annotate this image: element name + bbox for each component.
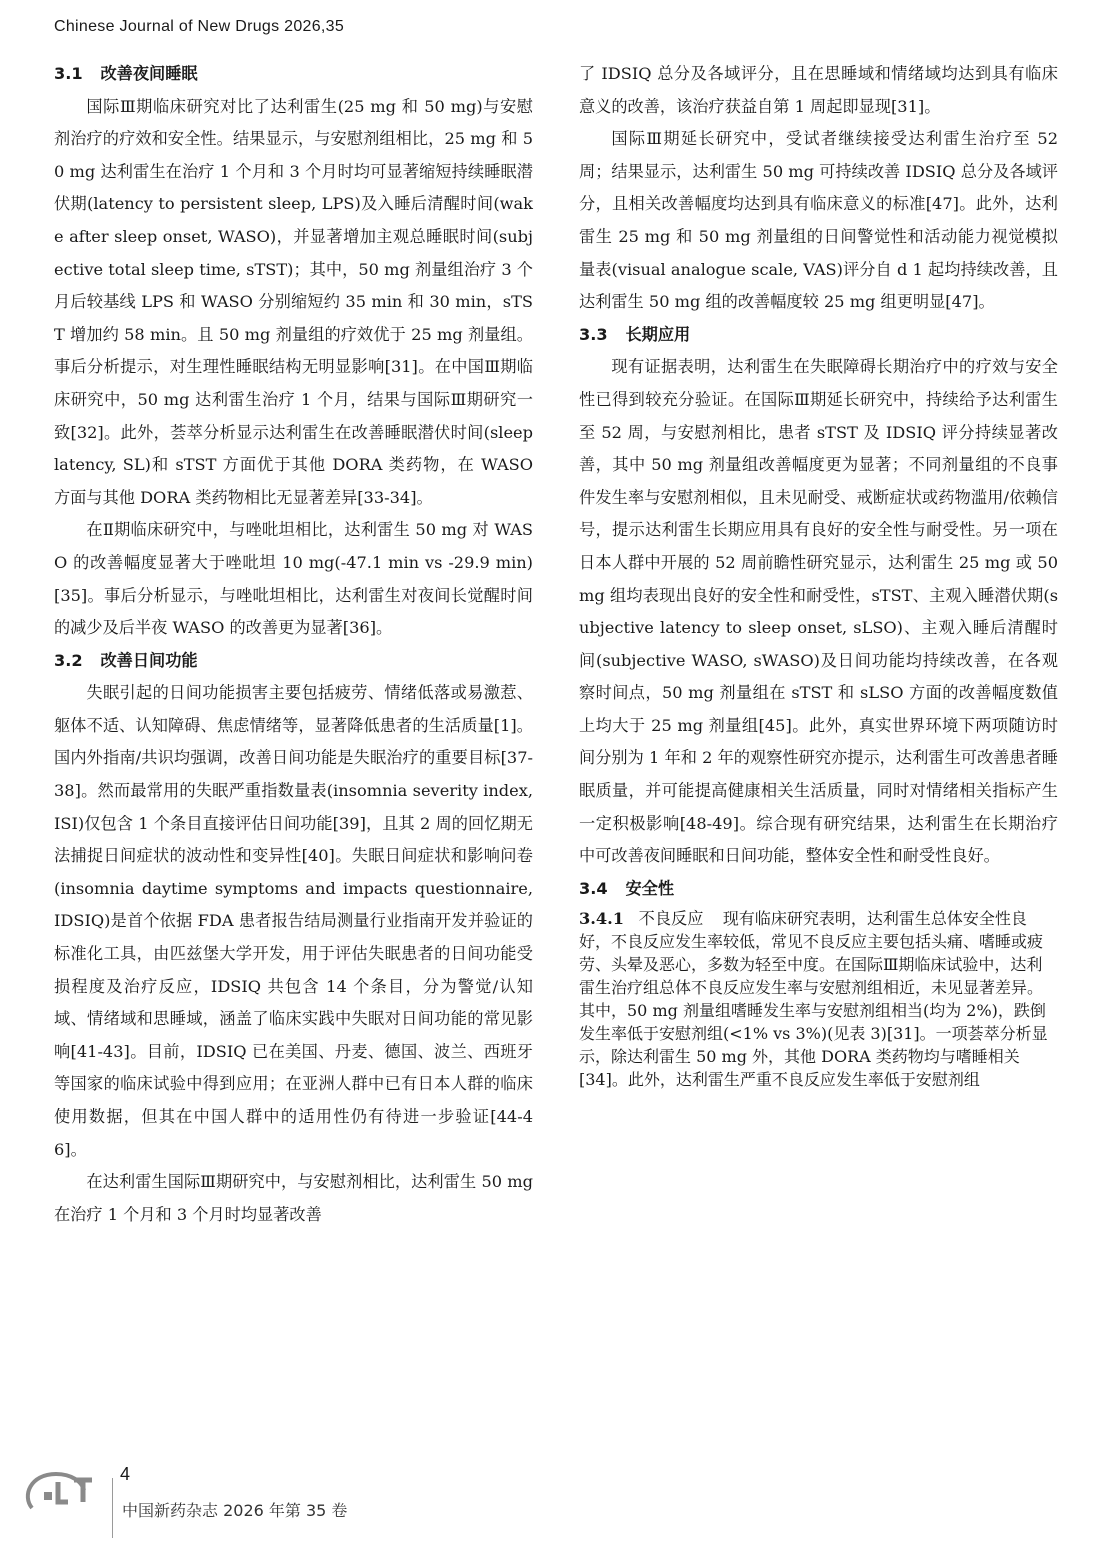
paragraph: 国际Ⅲ期延长研究中，受试者继续接受达利雷生治疗至 52 周；结果显示，达利雷生 50 mg 可持续改善 IDSIQ 总分及各域评分，且相关改善幅度均达到具有临床意义的标准[47]。此外，达利雷生 25 mg 和 50 mg 剂量组的日间警觉性和活动能力视觉模拟量表(visual analogue scale, VAS)评分自 d 1 起均持续改善，且达利雷生 50 mg 组的改善幅度较 25 mg 组更明显[47]。	[579, 129, 1058, 312]
section-heading	[54, 58, 533, 91]
paragraph: 在达利雷生国际Ⅲ期研究中，与安慰剂相比，达利雷生 50 mg 在治疗 1 个月和 3 个月时均显著改善	[54, 1172, 533, 1224]
section-title: 长期应用	[625, 324, 691, 344]
paragraph: 现有证据表明，达利雷生在失眠障碍长期治疗中的疗效与安全性已得到较充分验证。在国际Ⅲ期延长研究中，持续给予达利雷生至 52 周，与安慰剂相比，患者 sTST 及 IDSIQ 评分持续显著改善，其中 50 mg 剂量组改善幅度更为显著；不同剂量组的不良事件发生率与安慰剂相似，且未见耐受、戒断症状或药物滥用/依赖信号，提示达利雷生长期应用具有良好的安全性与耐受性。另一项在日本人群中开展的 52 周前瞻性研究显示，达利雷生 25 mg 或 50 mg 组均表现出良好的安全性和耐受性，sTST、主观入睡潜伏期(subjective latency to sleep onset, sLSO)、主观入睡后清醒时间(subjective WASO, sWASO)及日间功能均持续改善，在各观察时间点，50 mg 剂量组在 sTST 和 sLSO 方面的改善幅度数值上均大于 25 mg 剂量组[45]。此外，真实世界环境下两项随访时间分别为 1 年和 2 年的观察性研究亦提示，达利雷生可改善患者睡眠质量，并可能提高健康相关生活质量，同时对情绪相关指标产生一定积极影响[48-49]。综合现有研究结果，达利雷生在长期治疗中可改善夜间睡眠和日间功能，整体安全性和耐受性良好。	[579, 357, 1058, 866]
section-number: 3.4	[579, 878, 608, 898]
page-number: 4	[120, 1464, 131, 1484]
footer-divider	[112, 1478, 113, 1538]
left-column	[54, 58, 533, 1231]
section-number: 3.3	[579, 324, 608, 344]
section-number: 3.1	[54, 64, 83, 83]
section-title: 改善夜间睡眠	[100, 64, 198, 83]
paragraph: 在Ⅱ期临床研究中，与唑吡坦相比，达利雷生 50 mg 对 WASO 的改善幅度显著大于唑吡坦 10 mg(-47.1 min vs -29.9 min)[35]。事后分析显示，与唑吡坦相比，达利雷生对夜间长觉醒时间的减少及后半夜 WASO 的改善更为显著[36]。	[54, 520, 533, 638]
subsection-heading	[579, 909, 723, 928]
subsection-number: 3.4.1	[579, 909, 625, 929]
paragraph-text: 现有临床研究表明，达利雷生总体安全性良好，不良反应发生率较低，常见不良反应主要包括头痛、嗜睡或疲劳、头晕及恶心，多数为轻至中度。在国际Ⅲ期临床试验中，达利雷生治疗组总体不良反应发生率与安慰剂组相近，未见显著差异。其中，50 mg 剂量组嗜睡发生率与安慰剂组相当(均为 2%)，跌倒发生率低于安慰剂组(<1% vs 3%)(见表 3)[31]。一项荟萃分析显示，除达利雷生 50 mg 外，其他 DORA 类药物均与嗜睡相关[34]。此外，达利雷生严重不良反应发生率低于安慰剂组	[579, 909, 1048, 1090]
journal-name-cn: 中国新药杂志 2026 年第 35 卷	[122, 1501, 348, 1520]
right-column	[579, 58, 1058, 1090]
running-head: Chinese Journal of New Drugs 2026,35	[54, 18, 345, 35]
subsection-title: 不良反应	[638, 909, 704, 929]
section-title: 安全性	[625, 878, 675, 898]
section-number: 3.2	[54, 650, 83, 670]
section-heading	[579, 319, 1058, 352]
paragraph: 国际Ⅲ期临床研究对比了达利雷生(25 mg 和 50 mg)与安慰剂治疗的疗效和安全性。结果显示，与安慰剂组相比，25 mg 和 50 mg 达利雷生在治疗 1 个月和 3 个月时均可显著缩短持续睡眠潜伏期(latency to persistent sleep, LPS)及入睡后清醒时间(wake after sleep onset, WASO)，并显著增加主观总睡眠时间(subjective total sleep time, sTST)；其中，50 mg 剂量组治疗 3 个月后较基线 LPS 和 WASO 分别缩短约 35 min 和 30 min，sTST 增加约 58 min。且 50 mg 剂量组的疗效优于 25 mg 剂量组。事后分析提示，对生理性睡眠结构无明显影响[31]。在中国Ⅲ期临床研究中，50 mg 达利雷生治疗 1 个月，结果与国际Ⅲ期研究一致[32]。此外，荟萃分析显示达利雷生在改善睡眠潜伏时间(sleep latency, SL)和 sTST 方面优于其他 DORA 类药物，在 WASO 方面与其他 DORA 类药物相比无显著差异[33-34]。	[54, 96, 533, 507]
journal-logo-icon	[22, 1468, 102, 1514]
paragraph-continued: 了 IDSIQ 总分及各域评分，且在思睡域和情绪域均达到具有临床意义的改善，该治疗获益自第 1 周起即显现[31]。	[579, 64, 1058, 116]
section-title: 改善日间功能	[100, 650, 198, 670]
paragraph: 失眠引起的日间功能损害主要包括疲劳、情绪低落或易激惹、躯体不适、认知障碍、焦虑情绪等，显著降低患者的生活质量[1]。国内外指南/共识均强调，改善日间功能是失眠治疗的重要目标[37-38]。然而最常用的失眠严重指数量表(insomnia severity index, ISI)仅包含 1 个条目直接评估日间功能[39]，且其 2 周的回忆期无法捕捉日间症状的波动性和变异性[40]。失眠日间症状和影响问卷(insomnia daytime symptoms and impacts questionnaire, IDSIQ)是首个依据 FDA 患者报告结局测量行业指南开发并验证的标准化工具，由匹兹堡大学开发，用于评估失眠患者的日间功能受损程度及治疗反应，IDSIQ 共包含 14 个条目，分为警觉/认知域、情绪域和思睡域，涵盖了临床实践中失眠对日间功能的常见影响[41-43]。目前，IDSIQ 已在美国、丹麦、德国、波兰、西班牙等国家的临床试验中得到应用；在亚洲人群中已有日本人群的临床使用数据，但其在中国人群中的适用性仍有待进一步验证[44-46]。	[54, 683, 533, 1159]
section-heading	[579, 873, 1058, 906]
section-heading	[54, 645, 533, 678]
